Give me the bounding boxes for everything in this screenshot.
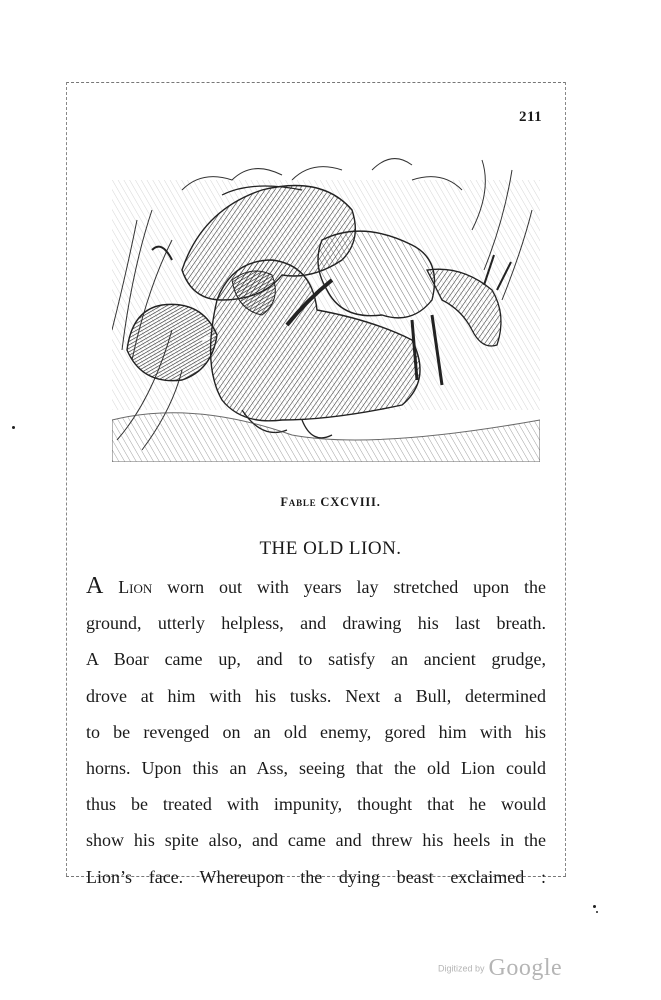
fable-body-text <box>86 568 546 895</box>
scan-border-left <box>66 82 67 876</box>
body-line-8: show his spite also, and came and threw his heels in the <box>86 830 546 851</box>
fable-illustration <box>112 150 540 462</box>
body-line-9: Lion’s face. Whereupon the dying beast exclaimed : <box>86 866 546 887</box>
body-line-3: A Boar came up, and to satisfy an ancient grudge, <box>86 649 546 670</box>
body-line-7: thus be treated with impunity, thought that he would <box>86 794 546 815</box>
body-line-4: drove at him with his tusks. Next a Bull, determined <box>86 685 546 706</box>
body-line-6: horns. Upon this an Ass, seeing that the old Lion could <box>86 758 546 779</box>
body-line-2: ground, utterly helpless, and drawing his last breath. <box>86 613 546 634</box>
fable-number: Fable CXCVIII. <box>280 495 381 509</box>
scan-speck <box>596 911 598 913</box>
google-watermark <box>438 955 562 982</box>
google-logo-text: Google <box>488 955 563 981</box>
body-line-text: worn out with years lay stretched upon the <box>152 577 546 597</box>
drop-cap: A <box>86 573 104 599</box>
scan-border-top <box>66 82 566 83</box>
scan-border-right <box>565 82 566 876</box>
body-line-1 <box>86 568 546 605</box>
body-line-5: to be revenged on an old enemy, gored him with his <box>86 721 546 742</box>
scan-speck <box>593 905 596 908</box>
small-caps-word: Lion <box>103 577 153 597</box>
scan-speck <box>12 426 15 429</box>
page-number: 211 <box>519 109 543 125</box>
digitized-by-label: Digitized by <box>438 963 485 974</box>
fable-title: THE OLD LION. <box>259 538 402 559</box>
